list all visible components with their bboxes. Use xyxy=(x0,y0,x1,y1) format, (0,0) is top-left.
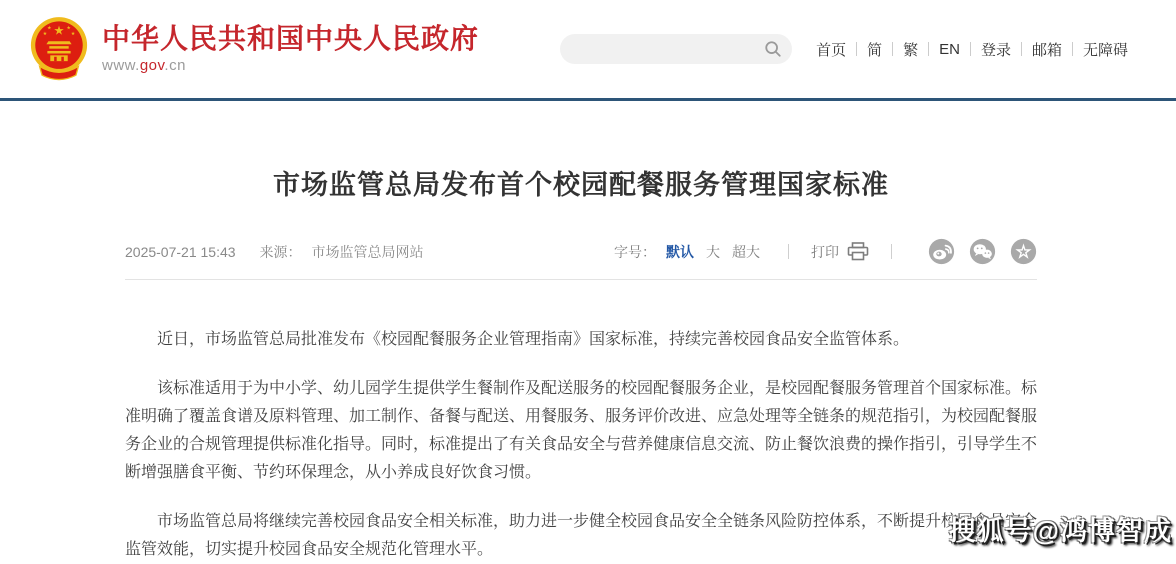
article-paragraph: 近日，市场监管总局批准发布《校园配餐服务企业管理指南》国家标准，持续完善校园食品安全监管体系。 xyxy=(157,331,910,348)
nav-item-english[interactable]: EN xyxy=(939,40,960,58)
font-size-large[interactable]: 大 xyxy=(706,243,720,260)
site-url xyxy=(102,57,479,74)
article-paragraph: 该标准适用于为中小学、幼儿园学生提供学生餐制作及配送服务的校园配餐服务企业，是校园配餐服务管理首个国家标准。标准明确了覆盖食谱及原料管理、加工制作、备餐与配送、用餐服务、服务评价改进、应急处理等全链条的规范指引，为校园配餐服务企业的合规管理提供标准化指导。同时，标准提出了有关食品安全与营养健康信息交流、防止餐饮浪费的操作指引，引导学生不断增强膳食平衡、节约环保理念，从小养成良好饮食习惯。 xyxy=(125,380,1038,481)
article-meta xyxy=(125,238,1037,280)
nav-item-traditional[interactable]: 繁 xyxy=(903,41,919,59)
site-logo[interactable] xyxy=(28,14,479,84)
site-url-www: www. xyxy=(102,57,140,75)
source-label: 来源： xyxy=(259,243,302,260)
search-input[interactable] xyxy=(574,40,764,58)
sohu-watermark: 搜狐号@鸿博智成 xyxy=(948,516,1172,546)
nav-item-simplified[interactable]: 简 xyxy=(867,41,883,59)
star-icon[interactable] xyxy=(1010,238,1037,265)
font-size-xlarge[interactable]: 超大 xyxy=(732,243,760,260)
print-button[interactable] xyxy=(811,242,869,262)
search-box[interactable] xyxy=(560,34,792,64)
font-size-label: 字号： xyxy=(614,243,656,260)
article-body xyxy=(125,326,1037,564)
nav-item-home[interactable]: 首页 xyxy=(816,41,847,59)
top-nav xyxy=(806,39,1138,60)
site-url-cn: .cn xyxy=(164,57,186,75)
font-size-default[interactable]: 默认 xyxy=(666,243,694,260)
article xyxy=(125,163,1037,564)
article-paragraph: 市场监管总局将继续完善校园食品安全相关标准，助力进一步健全校园食品安全全链条风险防控体系，不断提升校园食品安全监管效能，切实提升校园食品安全规范化管理水平。 xyxy=(125,513,1038,558)
site-header xyxy=(0,0,1176,101)
nav-item-accessibility[interactable]: 无障碍 xyxy=(1082,41,1128,59)
weibo-icon[interactable] xyxy=(928,238,955,265)
article-title: 市场监管总局发布首个校园配餐服务管理国家标准 xyxy=(273,170,889,200)
wechat-icon[interactable] xyxy=(969,238,996,265)
print-label: 打印 xyxy=(811,243,839,260)
search-icon[interactable] xyxy=(764,40,782,58)
tool-separator xyxy=(788,244,789,259)
share-icons xyxy=(914,238,1037,265)
printer-icon xyxy=(847,242,869,261)
tool-separator xyxy=(891,244,892,259)
publish-date: 2025-07-21 15:43 xyxy=(125,243,236,260)
nav-item-mail[interactable]: 邮箱 xyxy=(1031,41,1062,59)
site-url-gov: gov xyxy=(139,57,165,75)
source-link[interactable]: 市场监管总局网站 xyxy=(311,243,424,260)
site-title: 中华人民共和国中央人民政府 xyxy=(102,22,480,54)
nav-item-login[interactable]: 登录 xyxy=(980,41,1011,59)
national-emblem-icon xyxy=(28,16,90,84)
